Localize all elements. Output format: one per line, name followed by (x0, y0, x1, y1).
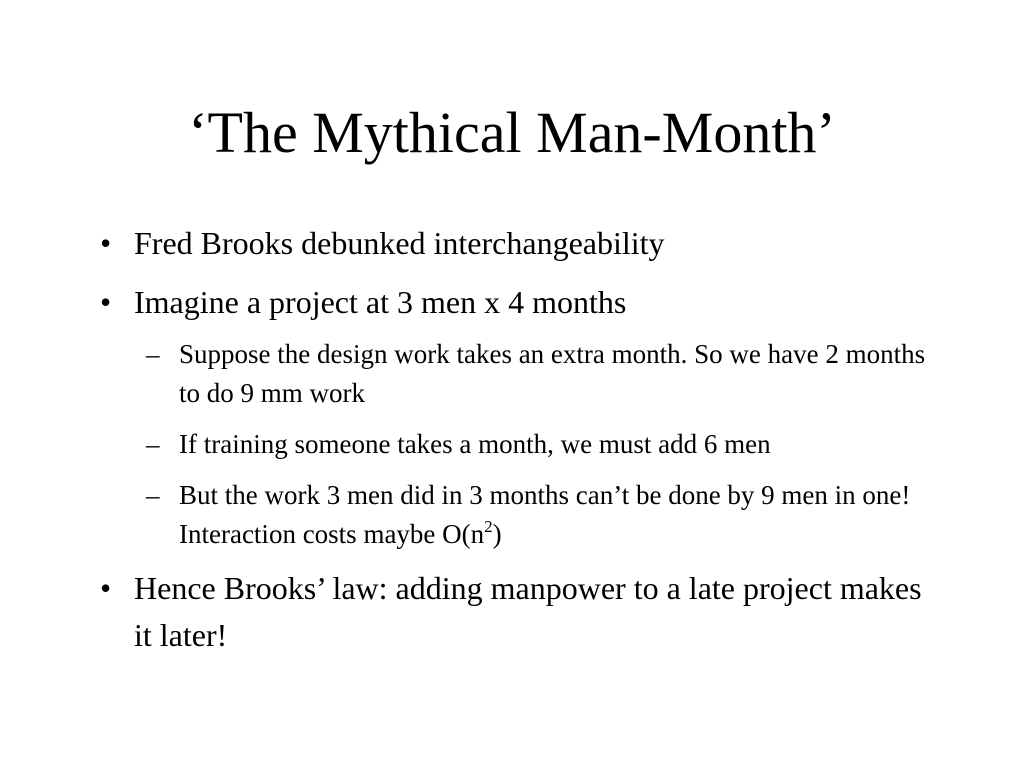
sub-bullet-text-part: But the work 3 men did in 3 months can’t be done by 9 men in one! Interaction costs maybe O(n (179, 480, 911, 549)
bullet-text: Imagine a project at 3 men x 4 months (134, 284, 627, 320)
bullet-text: Fred Brooks debunked interchangeability (134, 225, 665, 261)
bullet-marker: • (100, 570, 112, 606)
dash-marker: – (146, 480, 160, 510)
sub-bullet-text-part: ) (492, 519, 502, 549)
slide-title: ‘The Mythical Man-Month’ (188, 100, 836, 165)
bullet-marker: • (100, 284, 112, 320)
bullet-text: Hence Brooks’ law: adding manpower to a late project makes it later! (134, 570, 922, 653)
sub-bullet-text: Suppose the design work takes an extra month. So we have 2 months to do 9 mm work (179, 339, 926, 408)
sub-bullet-text: If training someone takes a month, we must add 6 men (179, 429, 771, 459)
sub-bullet-text (179, 476, 949, 554)
dash-marker: – (146, 339, 160, 369)
superscript-exponent: 2 (484, 517, 493, 536)
dash-marker: – (146, 429, 160, 459)
bullet-marker: • (100, 225, 112, 261)
